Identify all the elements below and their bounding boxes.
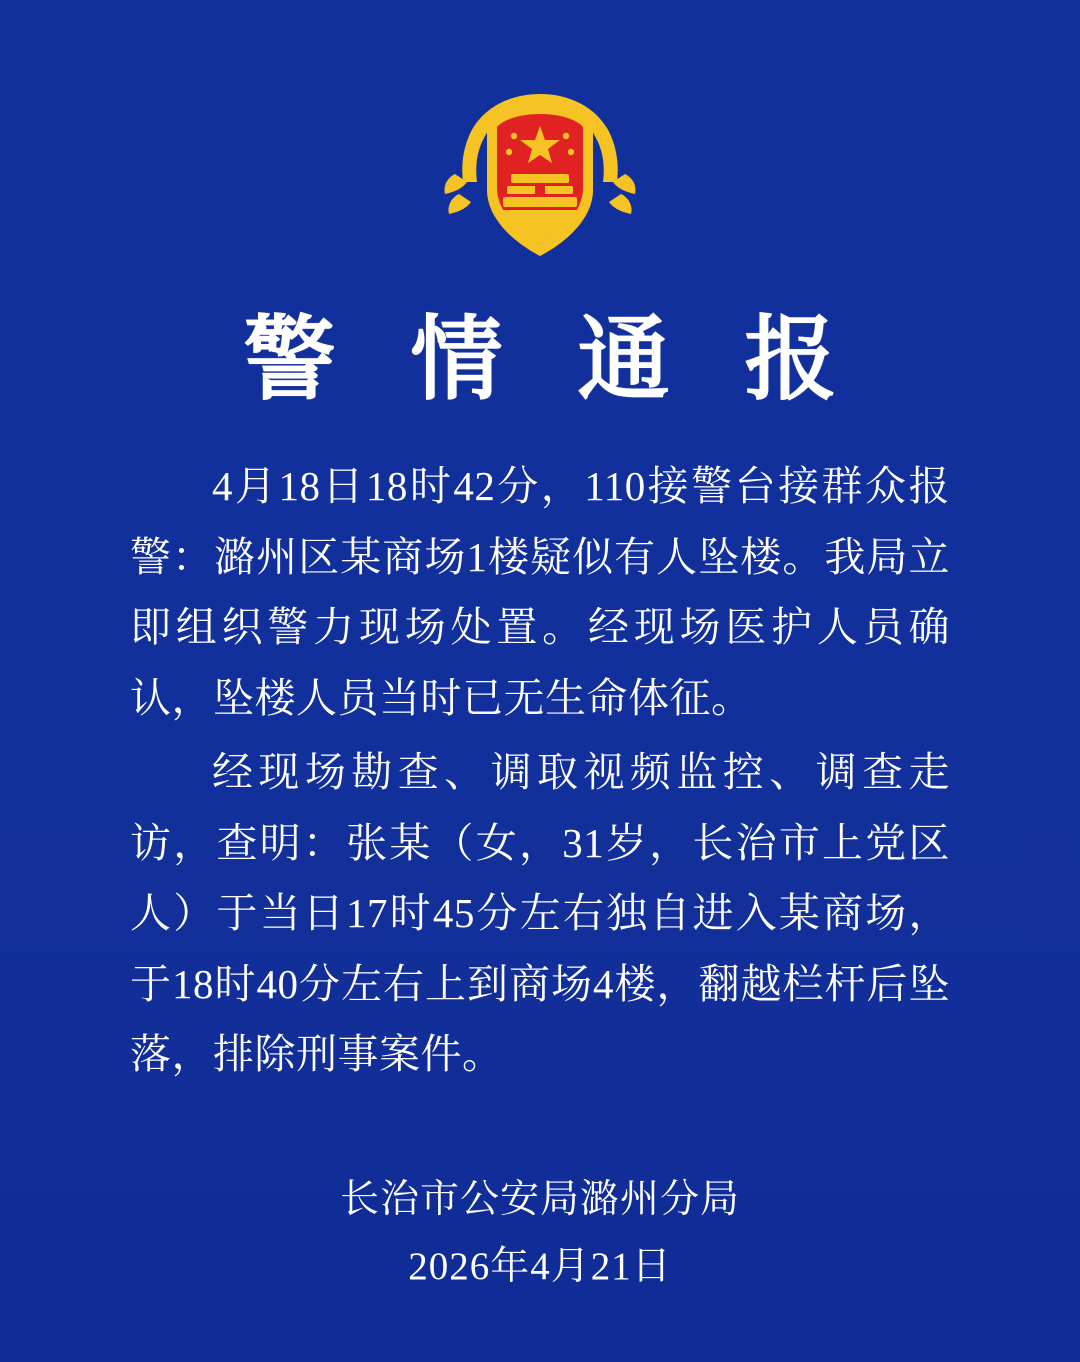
emblem-container [0, 0, 1080, 274]
page-title: 警 情 通 报 [243, 309, 863, 411]
police-badge-icon [435, 78, 645, 274]
notice-paragraph-2: 经现场勘查、调取视频监控、调查走访，查明：张某（女，31岁，长治市上党区人）于当日17时45分左右独自进入某商场，于18时40分左右上到商场4楼，翻越栏杆后坠落，排除刑事案件。 [130, 749, 950, 1078]
notice-paragraph-1: 4月18日18时42分，110接警台接群众报警：潞州区某商场1楼疑似有人坠楼。我局立即组织警力现场处置。经现场医护人员确认，坠楼人员当时已无生命体征。 [130, 463, 950, 721]
issue-date: 2026年4月21日 [408, 1244, 672, 1288]
notice-body [130, 451, 950, 1090]
notice-footer [0, 1167, 1080, 1300]
issuing-authority: 长治市公安局潞州分局 [339, 1178, 740, 1222]
